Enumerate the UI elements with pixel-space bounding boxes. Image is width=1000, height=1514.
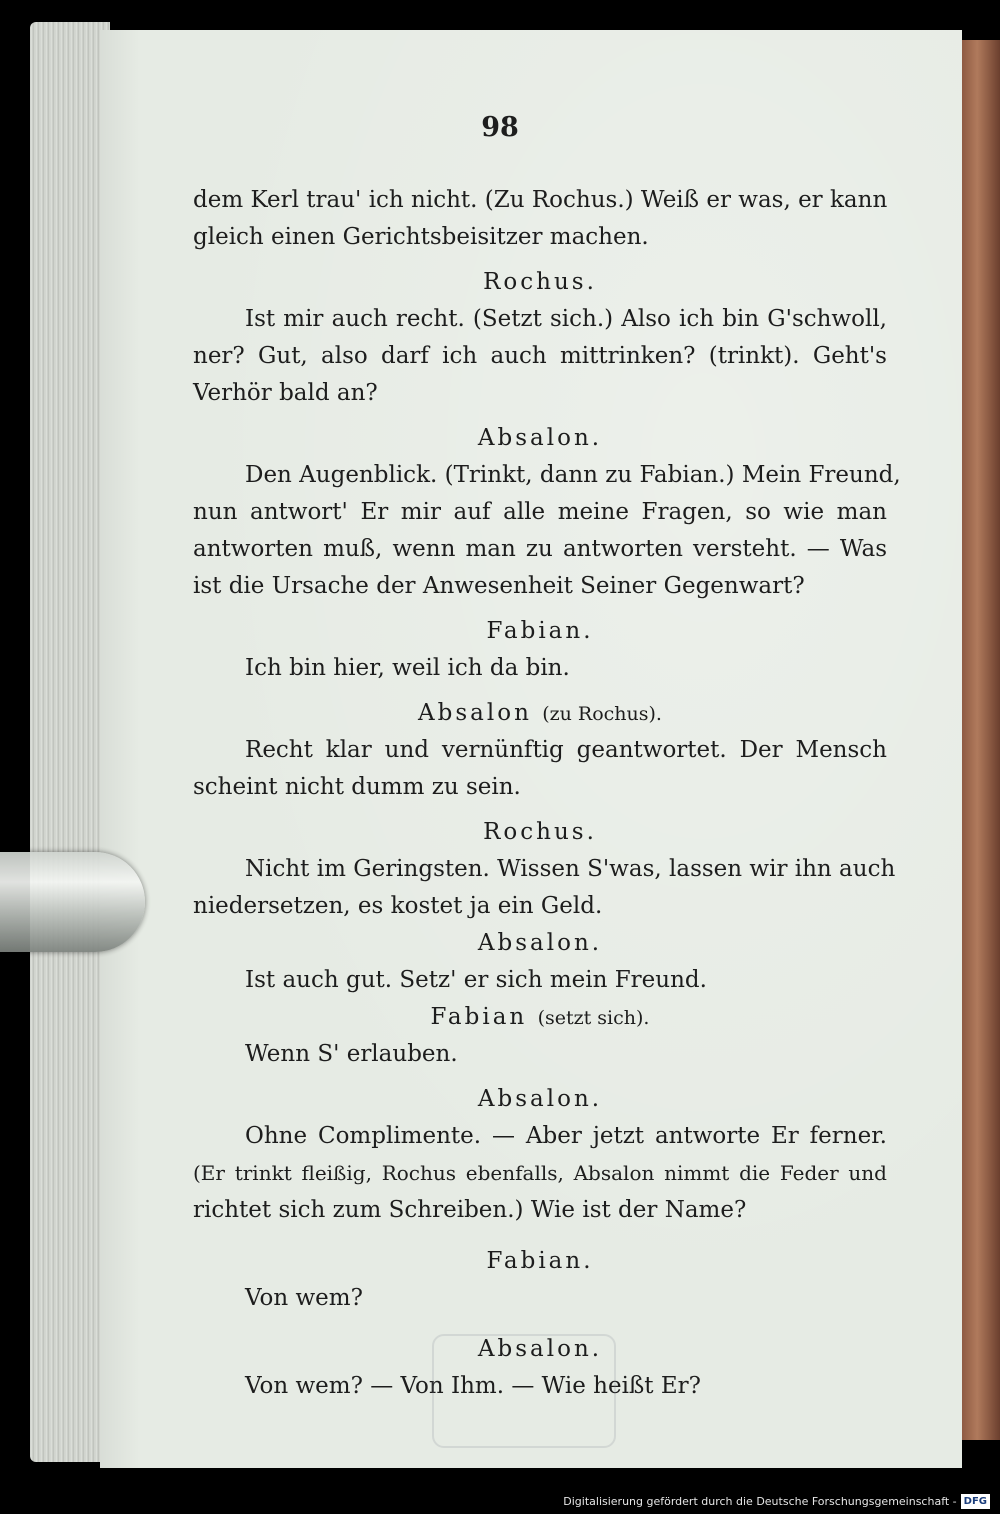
text-line: Von wem? — Von Ihm. — Wie heißt Er?	[245, 1373, 701, 1399]
text-line: dem Kerl trau' ich nicht. (Zu Rochus.) Weiß er was, er kann	[193, 187, 888, 213]
stage-direction: (zu Rochus).	[542, 703, 662, 725]
text-line: antworten muß, wenn man zu antworten versteht. — Was	[193, 536, 887, 562]
book-page-edges	[30, 22, 110, 1462]
text-line: Verhör bald an?	[193, 380, 378, 406]
stage-direction: (Er trinkt fleißig, Rochus ebenfalls, Absalon nimmt die Feder und	[193, 1161, 887, 1185]
library-stamp	[432, 1334, 616, 1448]
footer-credit: Digitalisierung gefördert durch die Deutsche Forschungsgemeinschaft -	[563, 1494, 957, 1508]
speaker-name: Absalon.	[477, 1336, 603, 1362]
text-line: Ist mir auch recht. (Setzt sich.) Also ich bin G'schwoll,	[245, 306, 887, 332]
speaker-heading	[193, 695, 887, 732]
text-line: Wenn S' erlauben.	[245, 1041, 458, 1067]
facing-page-edge	[962, 40, 1000, 1440]
text-line: gleich einen Gerichtsbeisitzer machen.	[193, 224, 649, 250]
text-line: richtet sich zum Schreiben.) Wie ist der Name?	[193, 1197, 747, 1223]
text-line: Ohne Complimente. — Aber jetzt antworte Er ferner.	[245, 1123, 887, 1149]
text-line: Ist auch gut. Setz' er sich mein Freund.	[245, 967, 707, 993]
digitization-footer	[563, 1490, 990, 1512]
text-line: Recht klar und vernünftig geantwortet. Der Mensch	[245, 737, 887, 763]
speaker-name: Absalon.	[477, 1086, 603, 1112]
speaker-name: Fabian.	[486, 618, 594, 644]
text-line: ner? Gut, also darf ich auch mittrinken? (trinkt). Geht's	[193, 343, 887, 369]
page-number: 98	[481, 112, 519, 143]
text-line: scheint nicht dumm zu sein.	[193, 774, 521, 800]
speaker-name: Absalon	[418, 700, 532, 726]
stage-direction: (setzt sich).	[537, 1007, 650, 1029]
speaker-name: Absalon.	[477, 930, 603, 956]
text-line: Ich bin hier, weil ich da bin.	[245, 655, 570, 681]
speaker-name: Absalon.	[477, 425, 603, 451]
text-line: ist die Ursache der Anwesenheit Seiner Gegenwart?	[193, 573, 805, 599]
dfg-logo-icon: DFG	[961, 1494, 990, 1509]
text-line: niedersetzen, es kostet ja ein Geld.	[193, 893, 603, 919]
speaker-name: Rochus.	[483, 819, 597, 845]
speaker-name: Rochus.	[483, 269, 597, 295]
speaker-name: Fabian.	[486, 1248, 594, 1274]
text-line: Von wem?	[245, 1285, 363, 1311]
text-line: nun antwort' Er mir auf alle meine Fragen, so wie man	[193, 499, 887, 525]
speaker-name: Fabian	[430, 1004, 528, 1030]
text-line: Den Augenblick. (Trinkt, dann zu Fabian.) Mein Freund,	[245, 462, 901, 488]
thumb-holding-page	[0, 852, 145, 952]
play-text	[193, 182, 901, 1405]
text-line: Nicht im Geringsten. Wissen S'was, lassen wir ihn auch	[245, 856, 896, 882]
speaker-heading	[193, 999, 887, 1036]
